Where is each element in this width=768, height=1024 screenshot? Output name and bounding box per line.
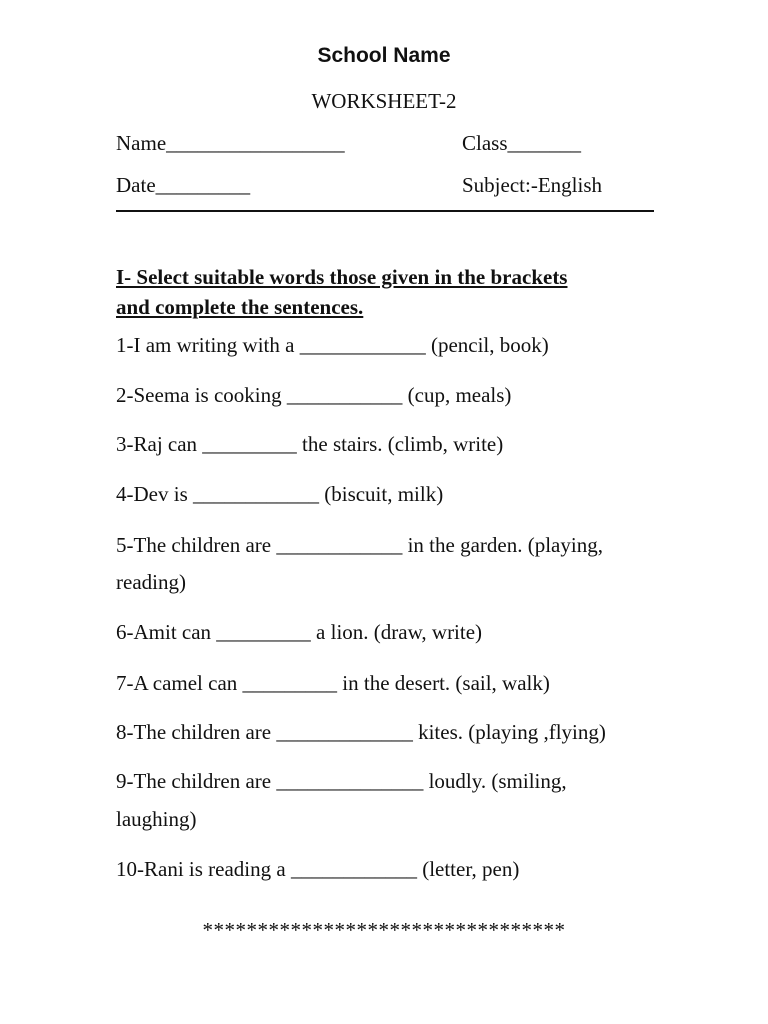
worksheet-title: WORKSHEET-2	[311, 89, 457, 113]
name-field: Name_________________	[116, 131, 345, 155]
subject-field: Subject:-English	[462, 173, 602, 197]
section-heading-line-1: I- Select suitable words those given in the brackets	[116, 265, 568, 289]
class-field: Class_______	[462, 131, 582, 155]
header-divider	[116, 210, 654, 212]
question-4: 4-Dev is ____________ (biscuit, milk)	[116, 482, 444, 506]
question-3: 3-Raj can _________ the stairs. (climb, write)	[116, 432, 504, 456]
section-heading-line-2: and complete the sentences.	[116, 295, 364, 319]
footer-stars: *********************************	[202, 918, 566, 942]
section-heading	[116, 262, 567, 322]
question-8: 8-The children are _____________ kites. (playing ,flying)	[116, 720, 606, 744]
question-10: 10-Rani is reading a ____________ (letter, pen)	[116, 857, 520, 881]
question-9-continuation: laughing)	[116, 807, 197, 831]
question-7: 7-A camel can _________ in the desert. (sail, walk)	[116, 671, 550, 695]
question-1: 1-I am writing with a ____________ (pencil, book)	[116, 333, 549, 357]
question-5-continuation: reading)	[116, 570, 186, 594]
question-5: 5-The children are ____________ in the garden. (playing,	[116, 533, 603, 557]
question-2: 2-Seema is cooking ___________ (cup, meals)	[116, 383, 512, 407]
question-9: 9-The children are ______________ loudly. (smiling,	[116, 769, 567, 793]
date-field: Date_________	[116, 173, 251, 197]
question-6: 6-Amit can _________ a lion. (draw, write)	[116, 620, 483, 644]
school-name: School Name	[317, 44, 451, 67]
